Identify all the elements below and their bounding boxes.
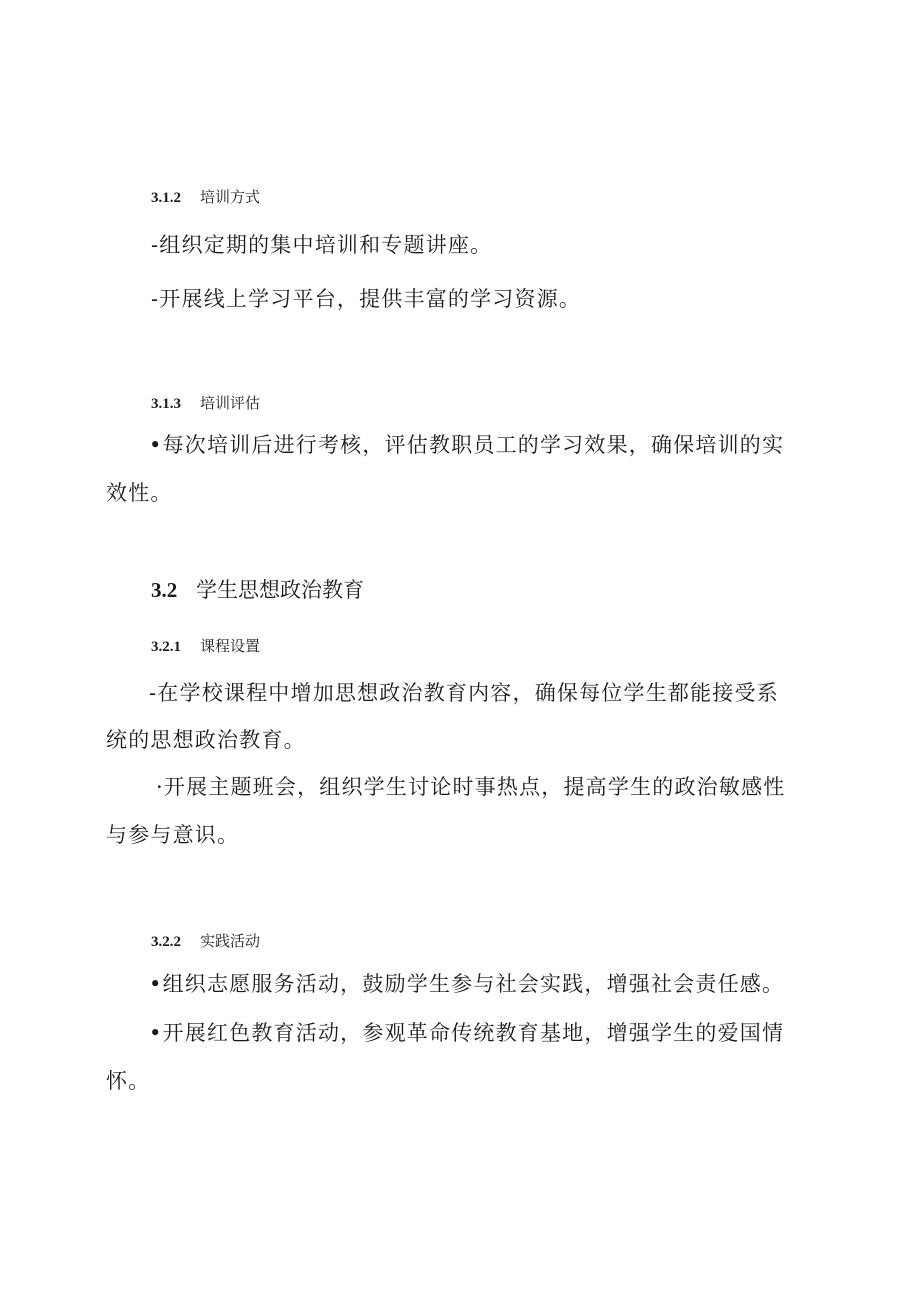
subsection-number: 3.2.2 [151, 934, 181, 950]
subsection-number: 3.1.2 [151, 190, 181, 206]
section-title: 学生思想政治教育 [196, 578, 364, 602]
subsection-heading-3-2-1 [151, 636, 260, 657]
section-number: 3.2 [151, 578, 178, 602]
subsection-title: 培训评估 [200, 394, 261, 412]
paragraph-line: -开展线上学习平台，提供丰富的学习资源。 [151, 287, 582, 311]
paragraph-line: -组织定期的集中培训和专题讲座。 [151, 233, 493, 257]
subsection-heading-3-1-2 [151, 187, 260, 208]
subsection-heading-3-2-2 [151, 931, 260, 952]
subsection-number: 3.1.3 [151, 396, 181, 412]
section-heading-3-2 [151, 576, 364, 604]
paragraph-line: 统的思想政治教育。 [106, 728, 306, 752]
paragraph-line: •组织志愿服务活动，鼓励学生参与社会实践，增强社会责任感。 [149, 972, 785, 996]
paragraph-line: -在学校课程中增加思想政治教育内容，确保每位学生都能接受系 [149, 681, 779, 705]
paragraph-line: ·开展主题班会，组织学生讨论时事热点，提高学生的政治敏感性 [156, 775, 786, 799]
subsection-title: 培训方式 [200, 188, 261, 206]
subsection-title: 实践活动 [200, 932, 261, 950]
subsection-title: 课程设置 [200, 637, 261, 655]
paragraph-line: 怀。 [106, 1069, 151, 1093]
subsection-number: 3.2.1 [151, 639, 181, 655]
paragraph-line: 效性。 [106, 481, 173, 505]
paragraph-line: •每次培训后进行考核，评估教职员工的学习效果，确保培训的实 [149, 433, 785, 457]
paragraph-line: 与参与意识。 [106, 823, 240, 847]
subsection-heading-3-1-3 [151, 393, 260, 414]
paragraph-line: •开展红色教育活动，参观革命传统教育基地，增强学生的爱国情 [149, 1021, 785, 1045]
